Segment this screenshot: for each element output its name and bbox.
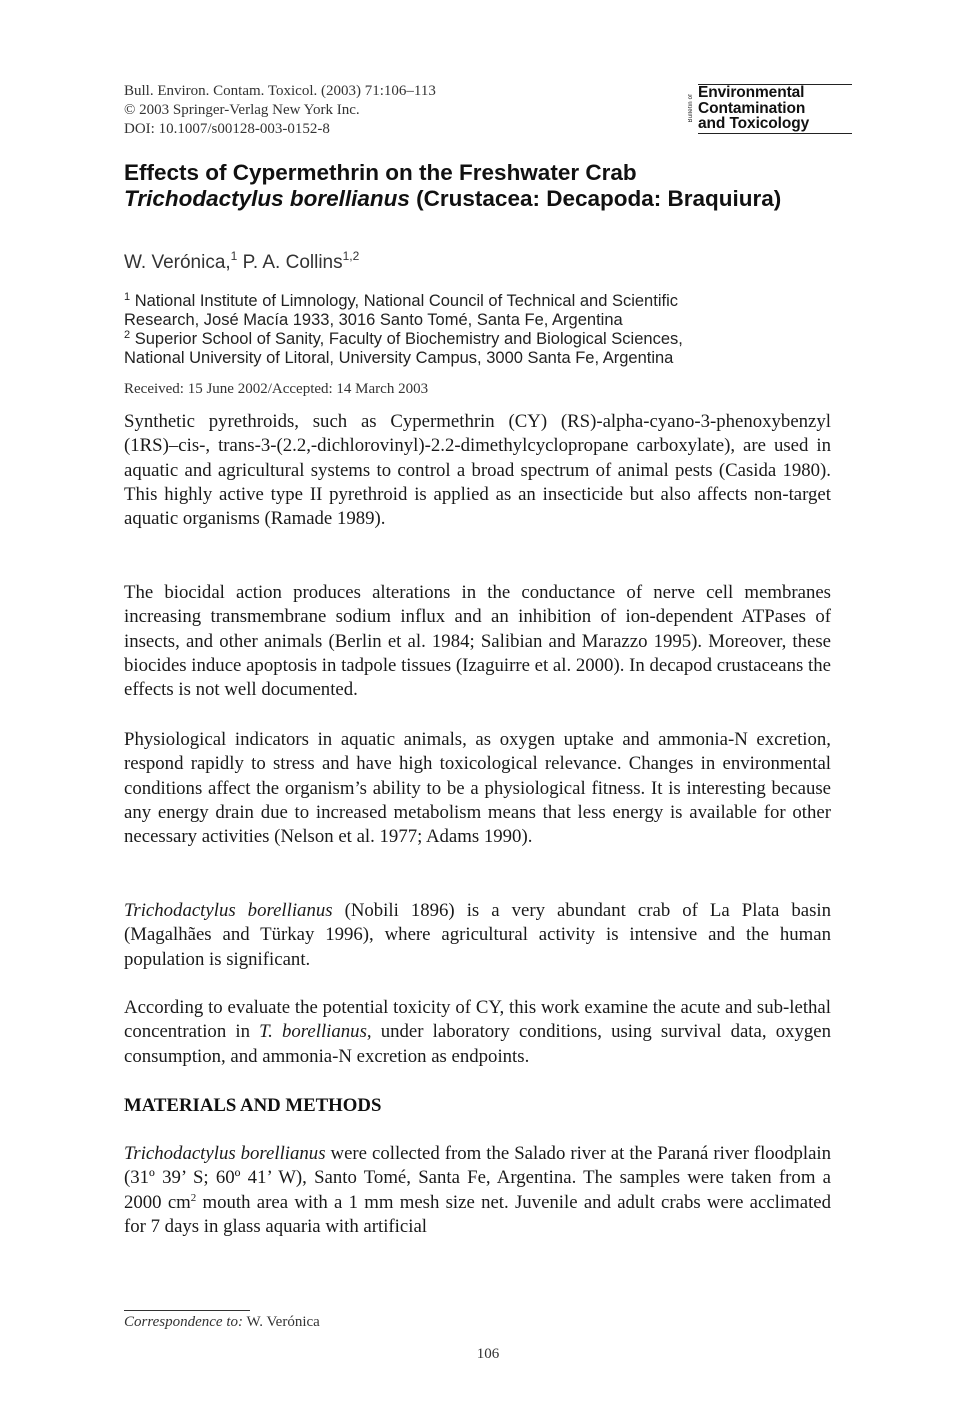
author-affil-ref: 1 <box>230 249 238 263</box>
section-heading: MATERIALS AND METHODS <box>124 1095 382 1116</box>
paragraph-text: mouth area with a 1 mm mesh size net. Juvenile and adult crabs were acclimated for 7 days in glass aquaria with artificial <box>124 1191 832 1237</box>
affiliation-number: 1 <box>124 291 131 303</box>
superscript: 2 <box>190 1191 197 1204</box>
logo-side-text: Bulletin of <box>688 93 694 123</box>
title-rest: (Crustacea: Decapoda: Braquiura) <box>409 186 782 211</box>
footnote-rule <box>124 1310 250 1311</box>
paragraph-text: , under laboratory conditions, using survival data, oxygen consumption, and ammonia-N excretion as endpoints. <box>124 1021 831 1067</box>
author-name: W. Verónica, <box>124 252 231 273</box>
species-name: T. borellianus <box>259 1021 367 1043</box>
page-number: 106 <box>476 1346 500 1362</box>
affiliation-number: 2 <box>124 329 131 341</box>
affiliation-2-line-2: National University of Litoral, University Campus, 3000 Santa Fe, Argentina <box>124 349 674 367</box>
correspondence-name: W. Verónica <box>243 1314 320 1330</box>
title-species: Trichodactylus borellianus <box>124 186 410 211</box>
author-name: P. A. Collins <box>237 252 343 273</box>
citation-line: Bull. Environ. Contam. Toxicol. (2003) 71:106–113 <box>124 83 436 99</box>
paragraph-2: The biocidal action produces alterations in the conductance of nerve cell membranes increasing transmembrane sodium influx and an inhibition of ion-dependent ATPases of insects, and other animals (Berlin et al. 1984; Salibian and Marazzo 1995). Moreover, these biocides induce apoptosis in tadpole tissues (Izaguirre et al. 2000). In decapod crustaceans the effects is not well documented. <box>124 582 831 701</box>
affiliation-1-line-2: Research, José Macía 1933, 3016 Santo Tomé, Santa Fe, Argentina <box>124 311 623 329</box>
citation-block <box>124 82 436 139</box>
logo-rule-bottom <box>698 133 852 134</box>
correspondence-footnote <box>124 1313 320 1332</box>
article-title <box>124 160 844 212</box>
paragraph-1: Synthetic pyrethroids, such as Cypermethrin (CY) (RS)-alpha-cyano-3-phenoxybenzyl (1RS)–cis-, trans-3-(2.2,-dichlorovinyl)-2.2-dimethylcyclopropane carboxylate), are used in aquatic and agricultural systems to control a broad spectrum of animal pests (Casida 1980). This highly active type II pyrethroid is applied as an insecticide but also affects non-target aquatic organisms (Ramade 1989). <box>124 411 831 530</box>
affiliation-1-line-1 <box>124 292 844 311</box>
species-name: Trichodactylus borellianus <box>124 1143 326 1164</box>
paragraph-5 <box>124 996 831 1069</box>
author-list <box>124 251 359 275</box>
paragraph-text: were collected from the Salado river at the Paraná river floodplain (31º 39’ S; 60º 41’ W), Santo Tomé, Santa Fe, Argentina. The samples were taken from a 2000 cm <box>124 1143 832 1213</box>
received-dates: Received: 15 June 2002/Accepted: 14 March 2003 <box>124 381 429 397</box>
logo-line-3: and Toxicology <box>698 115 810 132</box>
author-affil-ref: 1,2 <box>342 249 360 263</box>
paragraph-text: According to evaluate the potential toxicity of CY, this work examine the acute and sub-lethal concentration in <box>124 997 831 1043</box>
title-line-1: Effects of Cypermethrin on the Freshwater Crab <box>124 160 637 185</box>
affiliation-text: National Institute of Limnology, National Council of Technical and Scientific <box>130 292 678 310</box>
paragraph-3: Physiological indicators in aquatic animals, as oxygen uptake and ammonia-N excretion, respond rapidly to stress and have high toxicological relevance. Changes in environmental conditions affect the organism’s ability to be a physiological fitness. It is interesting because any energy drain due to increased metabolism means that less energy is available for other necessary activities (Nelson et al. 1977; Adams 1990). <box>124 729 831 848</box>
affiliation-2-line-1 <box>124 330 844 349</box>
paragraph-6 <box>124 1142 831 1239</box>
affiliation-text: Superior School of Sanity, Faculty of Biochemistry and Biological Sciences, <box>130 330 683 348</box>
copyright-line: © 2003 Springer-Verlag New York Inc. <box>124 102 360 118</box>
journal-logo <box>686 84 852 134</box>
doi-line: DOI: 10.1007/s00128-003-0152-8 <box>124 121 330 137</box>
logo-line-1: Environmental <box>698 84 805 101</box>
correspondence-label: Correspondence to: <box>124 1314 244 1330</box>
paragraph-text: (Nobili 1896) is a very abundant crab of La Plata basin (Magalhães and Türkay 1996), where agricultural activity is intensive and the human population is significant. <box>124 900 832 970</box>
logo-line-2: Contamination <box>698 99 806 117</box>
species-name: Trichodactylus borellianus <box>124 900 333 921</box>
paragraph-4 <box>124 899 831 972</box>
affiliations <box>124 292 844 368</box>
